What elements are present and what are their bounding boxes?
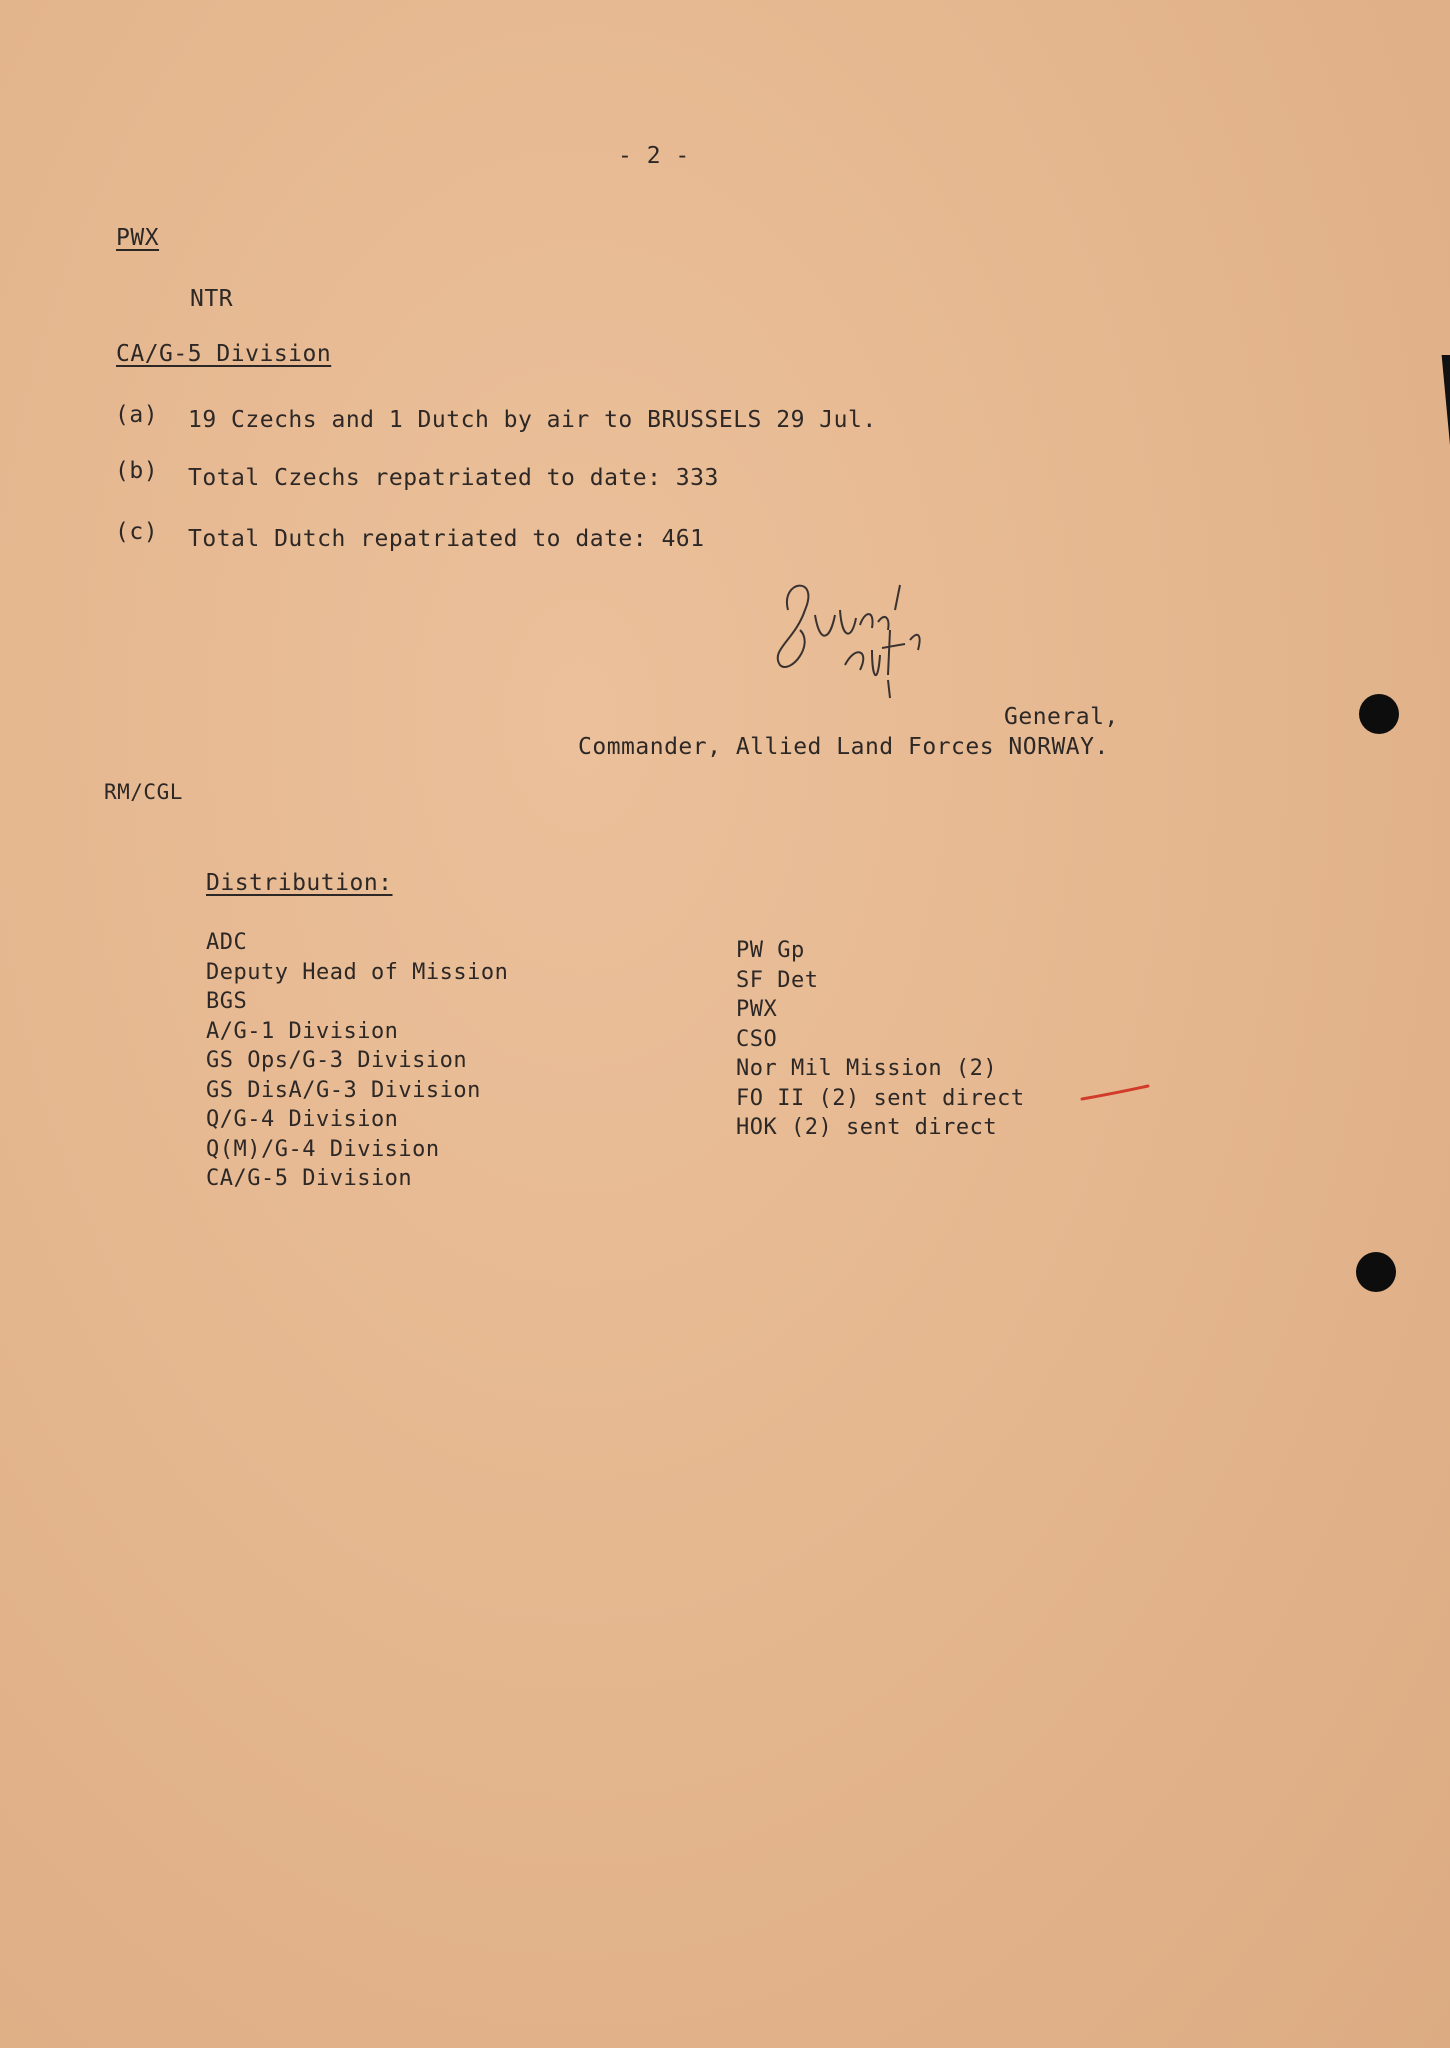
distribution-list-right <box>736 936 1025 1143</box>
list-item: GS Ops/G-3 Division <box>206 1048 468 1073</box>
list-item: HOK (2) sent direct <box>736 1115 998 1140</box>
section-heading-ca-g5: CA/G-5 Division <box>116 341 332 367</box>
item-text-b: Total Czechs repatriated to date: 333 <box>188 465 719 491</box>
list-item: ADC <box>206 930 248 955</box>
signature-rank: General, <box>1004 704 1119 730</box>
list-item: Q/G-4 Division <box>206 1107 399 1132</box>
distribution-heading: Distribution: <box>206 870 393 896</box>
list-item: SF Det <box>736 967 819 993</box>
signature-title: Commander, Allied Land Forces NORWAY. <box>578 734 1109 760</box>
list-item: Deputy Head of Mission <box>206 959 509 985</box>
list-item: CSO <box>736 1026 778 1052</box>
red-pencil-mark <box>1080 1083 1150 1103</box>
page-edge-shadow <box>1436 355 1450 445</box>
item-text-a: 19 Czechs and 1 Dutch by air to BRUSSELS 29 Jul. <box>188 407 877 433</box>
list-item: FO II (2) sent direct <box>736 1085 1025 1111</box>
distribution-list-left <box>206 928 508 1194</box>
list-item: PWX <box>736 997 778 1022</box>
list-item: A/G-1 Division <box>206 1018 399 1044</box>
list-item: GS DisA/G-3 Division <box>206 1077 481 1103</box>
list-item: CA/G-5 Division <box>206 1166 413 1191</box>
item-label-b: (b) <box>115 458 159 484</box>
item-label-c: (c) <box>115 519 159 545</box>
list-item: BGS <box>206 989 248 1014</box>
page-number: - 2 - <box>618 143 690 169</box>
item-text-c: Total Dutch repatriated to date: 461 <box>188 526 705 552</box>
punch-hole-bottom <box>1356 1252 1396 1292</box>
item-label-a: (a) <box>115 402 159 428</box>
list-item: Q(M)/G-4 Division <box>206 1136 440 1162</box>
handwritten-signature <box>760 570 970 700</box>
section-body-pwx: NTR <box>190 286 234 312</box>
reference-code: RM/CGL <box>104 780 183 804</box>
list-item: Nor Mil Mission (2) <box>736 1056 998 1081</box>
punch-hole-top <box>1359 694 1399 734</box>
list-item: PW Gp <box>736 938 805 963</box>
section-heading-pwx: PWX <box>116 225 160 251</box>
